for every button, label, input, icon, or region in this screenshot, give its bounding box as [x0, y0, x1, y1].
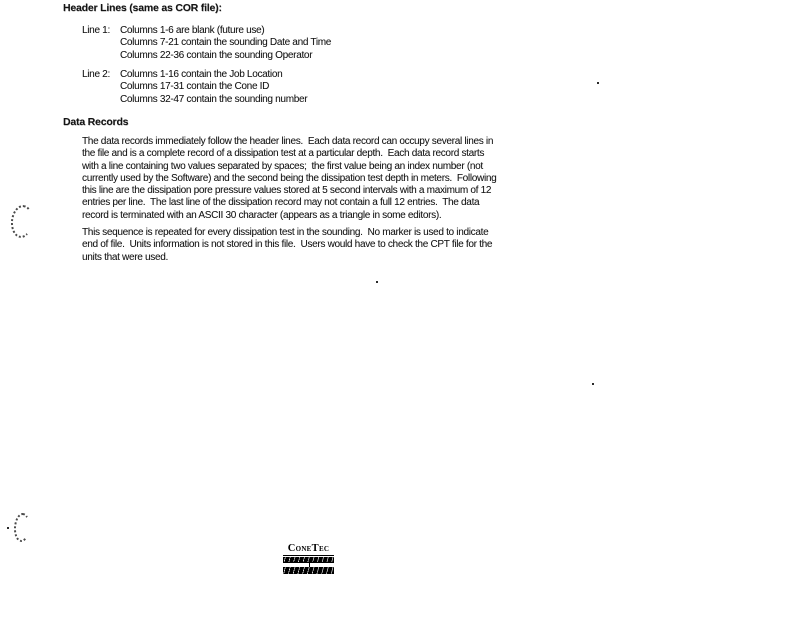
scan-artifact-speck — [597, 82, 599, 84]
logo-bar-bottom — [283, 567, 334, 574]
line2-item: Columns 32-47 contain the sounding number — [120, 93, 308, 105]
paragraph-line: with a line containing two values separated by spaces; the first value being an index number (not — [82, 160, 483, 172]
header-line1-block — [82, 25, 331, 62]
data-records-paragraph-2 — [82, 227, 492, 264]
paragraph-line: currently used by the Software) and the second being the dissipation test depth in meters. Following — [82, 172, 497, 184]
line2-label: Line 2: — [82, 69, 110, 80]
scan-artifact-speck — [592, 383, 594, 385]
conetec-logo-wordmark: ConeTec — [283, 544, 334, 556]
scan-artifact-arc — [13, 512, 31, 542]
header-lines-title: Header Lines (same as COR file): — [63, 2, 222, 14]
line1-item: Columns 7-21 contain the sounding Date and Time — [120, 37, 332, 49]
scan-artifact-speck — [376, 281, 378, 283]
data-records-paragraph-1 — [82, 136, 496, 222]
header-line2-block — [82, 69, 307, 106]
paragraph-line: entries per line. The last line of the dissipation record may not contain a full 12 entries. The data — [82, 197, 480, 209]
paragraph-line: This sequence is repeated for every dissipation test in the sounding. No marker is used to indicate — [82, 227, 489, 238]
line1-items — [120, 25, 331, 62]
line1-label: Line 1: — [82, 25, 110, 36]
line2-items — [120, 69, 307, 106]
paragraph-line: end of file. Units information is not stored in this file. Users would have to check the CPT file for the — [82, 239, 493, 251]
line2-item: Columns 1-16 contain the Job Location — [120, 69, 283, 80]
paragraph-line: units that were used. — [82, 251, 168, 263]
paragraph-line: The data records immediately follow the header lines. Each data record can occupy several lines in — [82, 136, 494, 147]
paragraph-line: the file and is a complete record of a dissipation test at a particular depth. Each data record starts — [82, 148, 485, 160]
scan-artifact-arc — [9, 204, 34, 239]
paragraph-line: this line are the dissipation pore pressure values stored at 5 second intervals with a maximum of 12 — [82, 185, 492, 197]
line2-item: Columns 17-31 contain the Cone ID — [120, 81, 270, 93]
conetec-logo — [283, 544, 334, 574]
paragraph-line: record is terminated with an ASCII 30 character (appears as a triangle in some editors). — [82, 209, 442, 221]
line1-item: Columns 22-36 contain the sounding Operator — [120, 49, 313, 61]
data-records-title: Data Records — [63, 116, 129, 128]
line1-item: Columns 1-6 are blank (future use) — [120, 25, 265, 36]
scan-artifact-speck — [7, 527, 9, 529]
logo-connector-line — [283, 562, 334, 567]
